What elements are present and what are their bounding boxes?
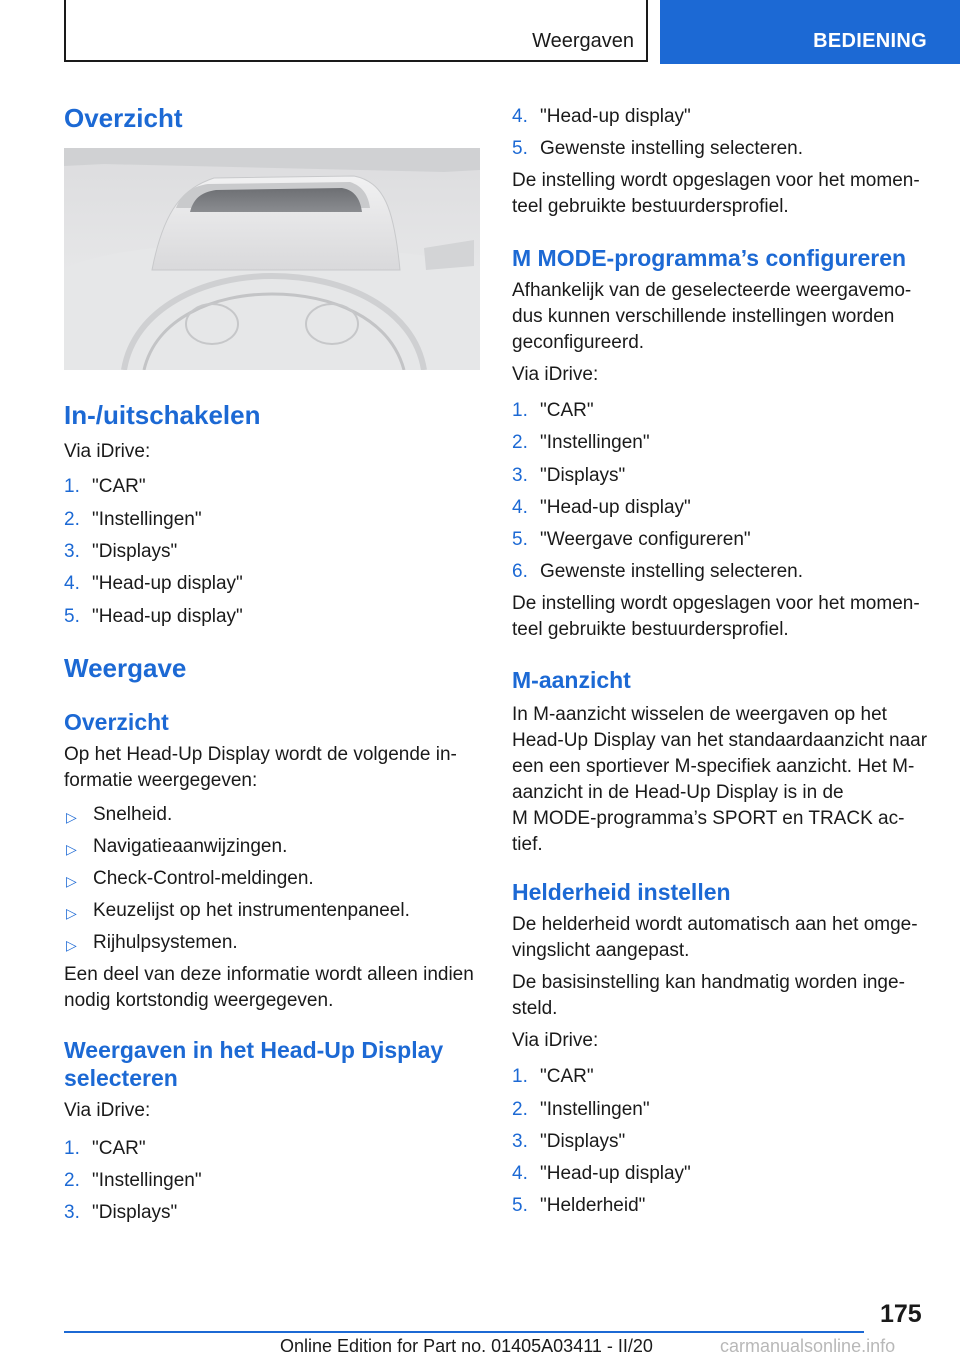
onoff-step (64, 539, 482, 565)
select-step (64, 1168, 482, 1194)
step-number: 2. (512, 1099, 528, 1120)
step-text: "Instellingen" (540, 1099, 650, 1120)
step-text: "Head-up display" (540, 106, 691, 127)
header-chapter-tab (660, 0, 960, 64)
mmode-step (512, 527, 930, 553)
brightness-step (512, 1161, 930, 1187)
weergave-overview-heading: Overzicht (64, 709, 169, 735)
step-number: 3. (512, 1131, 528, 1152)
mview-text-line: een een sportiever M-specifiek aanzicht. Het M- (512, 756, 915, 777)
brightness-step (512, 1064, 930, 1090)
brightness-text-line: steld. (512, 998, 558, 1019)
mview-text-line: tief. (512, 834, 543, 855)
step-text: "Displays" (92, 1202, 178, 1223)
step-text: "Head-up display" (540, 497, 691, 518)
triangle-bullet-icon: ▷ (66, 937, 77, 953)
select-step-cont (512, 136, 930, 162)
select-step (64, 1200, 482, 1226)
select-intro: Via iDrive: (64, 1100, 151, 1121)
triangle-bullet-icon: ▷ (66, 809, 77, 825)
step-number: 5. (512, 1195, 528, 1216)
step-number: 2. (64, 1170, 80, 1191)
dashboard-illustration (64, 148, 480, 370)
mmode-saved-line: De instelling wordt opgeslagen voor het momen- (512, 593, 920, 614)
mview-text-line: In M-aanzicht wisselen de weergaven op het (512, 704, 887, 725)
overview-title: Overzicht (64, 103, 183, 133)
onoff-step (64, 474, 482, 500)
step-text: "Displays" (540, 1131, 626, 1152)
weergave-heading: Weergave (64, 653, 187, 683)
triangle-bullet-icon: ▷ (66, 873, 77, 889)
mmode-step (512, 430, 930, 456)
step-text: "CAR" (92, 476, 146, 497)
select-step (64, 1136, 482, 1162)
bullet-item (64, 930, 482, 956)
step-text: "Helderheid" (540, 1195, 646, 1216)
bullet-item (64, 834, 482, 860)
bullet-text: Check-Control-meldingen. (93, 868, 314, 889)
brightness-text-line: De helderheid wordt automatisch aan het omge- (512, 914, 918, 935)
weergave-text-line: Op het Head-Up Display wordt de volgende in- (64, 744, 457, 765)
footer-watermark: carmanualsonline.info (720, 1336, 896, 1356)
bullet-text: Snelheid. (93, 804, 173, 825)
mmode-saved-line: teel gebruikte bestuurdersprofiel. (512, 619, 789, 640)
bullet-item (64, 866, 482, 892)
mview-text-line: M MODE-programma’s SPORT en TRACK ac- (512, 808, 905, 829)
mmode-step (512, 495, 930, 521)
step-number: 1. (512, 400, 528, 421)
bullet-text: Rijhulpsystemen. (93, 932, 238, 953)
step-number: 3. (64, 1202, 80, 1223)
step-number: 2. (512, 432, 528, 453)
step-number: 4. (512, 106, 528, 127)
weergave-text-line: formatie weergegeven: (64, 770, 258, 791)
step-number: 5. (512, 529, 528, 550)
triangle-bullet-icon: ▷ (66, 905, 77, 921)
page-number: 175 (880, 1300, 922, 1328)
onoff-step (64, 507, 482, 533)
select-step-cont (512, 104, 930, 130)
step-number: 4. (512, 497, 528, 518)
step-text: "Head-up display" (92, 606, 243, 627)
header-chapter-title: BEDIENING (813, 30, 927, 52)
mview-text-line: Head-Up Display van het standaardaanzicht naar (512, 730, 928, 751)
onoff-intro: Via iDrive: (64, 441, 151, 462)
brightness-text-line: vingslicht aangepast. (512, 940, 690, 961)
bullet-text: Keuzelijst op het instrumentenpaneel. (93, 900, 410, 921)
step-text: "CAR" (92, 1138, 146, 1159)
onoff-heading: In-/uitschakelen (64, 400, 261, 430)
weergave-note-line: nodig kortstondig weergegeven. (64, 990, 334, 1011)
step-number: 5. (512, 138, 528, 159)
step-number: 3. (64, 541, 80, 562)
mview-heading: M-aanzicht (512, 667, 631, 693)
header-section-box (64, 0, 648, 62)
mmode-text-line: Afhankelijk van de geselecteerde weergavemo- (512, 280, 912, 301)
bullet-item (64, 898, 482, 924)
footer-divider (64, 1331, 864, 1333)
brightness-text-line: De basisinstelling kan handmatig worden inge- (512, 972, 905, 993)
saved-text-line: De instelling wordt opgeslagen voor het momen- (512, 170, 920, 191)
mmode-heading: M MODE-programma’s configureren (512, 245, 907, 271)
step-number: 2. (64, 509, 80, 530)
header-section-title: Weergaven (532, 30, 634, 52)
onoff-step (64, 604, 482, 630)
weergave-note-line: Een deel van deze informatie wordt alleen indien (64, 964, 474, 985)
step-text: "CAR" (540, 1066, 594, 1087)
head-up-display-photo (64, 148, 480, 370)
brightness-intro: Via iDrive: (512, 1030, 599, 1051)
footer-edition: Online Edition for Part no. 01405A03411 - II/20 (280, 1336, 653, 1356)
brightness-step (512, 1129, 930, 1155)
mmode-step (512, 463, 930, 489)
step-text: "Weergave configureren" (540, 529, 751, 550)
step-number: 6. (512, 561, 528, 582)
mmode-intro: Via iDrive: (512, 364, 599, 385)
step-text: "Instellingen" (540, 432, 650, 453)
step-text: Gewenste instelling selecteren. (540, 138, 803, 159)
mmode-step (512, 398, 930, 424)
step-number: 1. (64, 476, 80, 497)
step-text: "Instellingen" (92, 1170, 202, 1191)
step-number: 4. (512, 1163, 528, 1184)
onoff-step (64, 571, 482, 597)
bullet-item (64, 802, 482, 828)
brightness-heading: Helderheid instellen (512, 879, 731, 905)
brightness-step (512, 1193, 930, 1219)
step-number: 1. (64, 1138, 80, 1159)
step-text: Gewenste instelling selecteren. (540, 561, 803, 582)
step-text: "Head-up display" (540, 1163, 691, 1184)
select-heading-line: Weergaven in het Head-Up Display (64, 1037, 444, 1063)
step-number: 5. (64, 606, 80, 627)
bullet-text: Navigatieaanwijzingen. (93, 836, 288, 857)
select-heading-line: selecteren (64, 1065, 178, 1091)
saved-text-line: teel gebruikte bestuurdersprofiel. (512, 196, 789, 217)
brightness-step (512, 1097, 930, 1123)
step-number: 3. (512, 465, 528, 486)
step-text: "CAR" (540, 400, 594, 421)
mview-text-line: aanzicht in de Head-Up Display is in de (512, 782, 844, 803)
step-text: "Displays" (540, 465, 626, 486)
mmode-text-line: geconfigureerd. (512, 332, 645, 353)
mmode-step (512, 559, 930, 585)
step-text: "Displays" (92, 541, 178, 562)
step-text: "Head-up display" (92, 573, 243, 594)
step-number: 1. (512, 1066, 528, 1087)
triangle-bullet-icon: ▷ (66, 841, 77, 857)
step-text: "Instellingen" (92, 509, 202, 530)
step-number: 4. (64, 573, 80, 594)
mmode-text-line: dus kunnen verschillende instellingen worden (512, 306, 895, 327)
